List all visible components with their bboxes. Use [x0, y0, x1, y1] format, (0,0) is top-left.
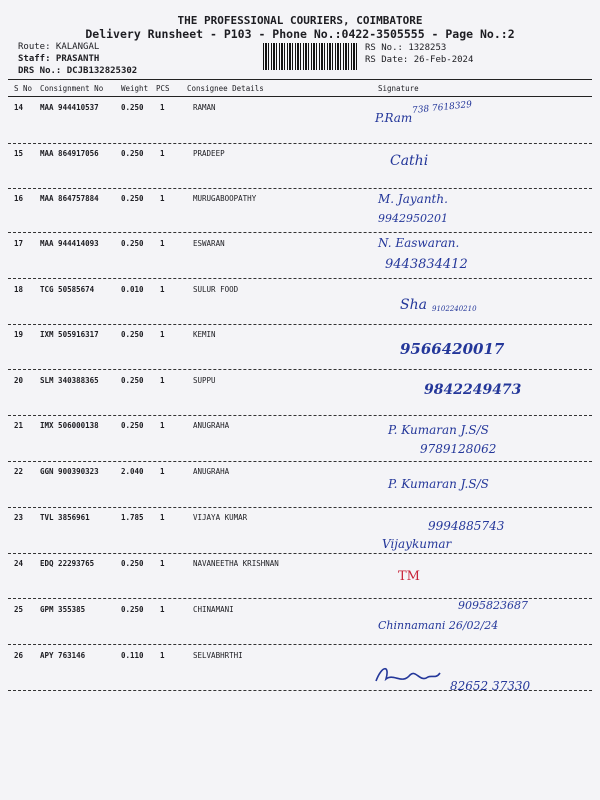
- row-divider: [8, 143, 592, 144]
- signature-phone: 738 7618329: [411, 99, 473, 117]
- consignee: VIJAYA KUMAR: [193, 513, 248, 522]
- sno: 16: [14, 194, 24, 203]
- pcs: 1: [160, 194, 165, 203]
- consignment-no: APY 763146: [40, 651, 86, 660]
- weight: 0.250: [121, 376, 144, 385]
- pcs: 1: [160, 605, 165, 614]
- row-divider: [8, 369, 592, 370]
- consignee: ESWARAN: [193, 239, 225, 248]
- signature: Chinnamani 26/02/24: [378, 619, 499, 632]
- col-signature: Signature: [378, 84, 419, 93]
- sno: 25: [14, 605, 24, 614]
- sno: 21: [14, 421, 24, 430]
- row-divider: [8, 415, 592, 416]
- signature-phone: 9095823687: [458, 599, 528, 612]
- row-divider: [8, 232, 592, 233]
- consignment-no: EDQ 22293765: [40, 559, 95, 568]
- sno: 26: [14, 651, 24, 660]
- pcs: 1: [160, 651, 165, 660]
- pcs: 1: [160, 149, 165, 158]
- signature: 9842249473: [424, 382, 522, 398]
- consignment-no: IXM 505916317: [40, 330, 99, 339]
- row-divider: [8, 461, 592, 462]
- pcs: 1: [160, 559, 165, 568]
- drs-number: DRS No.: DCJB132825302: [18, 66, 138, 76]
- weight: 0.250: [121, 149, 144, 158]
- consignment-no: TVL 3856961: [40, 513, 90, 522]
- weight: 0.250: [121, 330, 144, 339]
- weight: 0.250: [121, 194, 144, 203]
- signature: P. Kumaran J.S/S: [388, 477, 489, 491]
- pcs: 1: [160, 239, 165, 248]
- row-divider: [8, 278, 592, 279]
- signature-phone: 9789128062: [420, 442, 497, 456]
- consignment-no: MAA 864757884: [40, 194, 99, 203]
- signature: P.Ram: [375, 111, 413, 125]
- col-consignee: Consignee Details: [187, 84, 264, 93]
- consignment-no: MAA 944410537: [40, 103, 99, 112]
- row-divider: [8, 644, 592, 645]
- row-divider: [8, 188, 592, 189]
- sno: 18: [14, 285, 24, 294]
- signature-phone: 9942950201: [378, 212, 448, 225]
- consignment-no: GGN 900390323: [40, 467, 99, 476]
- consignee: ANUGRAHA: [193, 421, 230, 430]
- col-consignment: Consignment No: [40, 84, 104, 93]
- weight: 1.785: [121, 513, 144, 522]
- consignment-no: MAA 944414093: [40, 239, 99, 248]
- signature-scribble: [372, 663, 442, 693]
- sno: 17: [14, 239, 24, 248]
- weight: 0.110: [121, 651, 144, 660]
- consignee: KEMIN: [193, 330, 216, 339]
- sno: 23: [14, 513, 24, 522]
- signature: M. Jayanth.: [378, 192, 448, 206]
- pcs: 1: [160, 421, 165, 430]
- route: Route: KALANGAL: [18, 42, 100, 52]
- consignee: SULUR FOOD: [193, 285, 239, 294]
- sno: 22: [14, 467, 24, 476]
- row-divider: [8, 690, 592, 691]
- signature-phone: 9102240210: [432, 305, 477, 313]
- signature: N. Easwaran.: [378, 236, 460, 250]
- company-title: THE PROFESSIONAL COURIERS, COIMBATORE: [177, 14, 423, 27]
- consignment-no: GPM 355385: [40, 605, 86, 614]
- pcs: 1: [160, 285, 165, 294]
- weight: 0.250: [121, 239, 144, 248]
- rs-date: RS Date: 26-Feb-2024: [365, 55, 474, 65]
- consignee: PRADEEP: [193, 149, 225, 158]
- weight: 0.250: [121, 559, 144, 568]
- pcs: 1: [160, 513, 165, 522]
- sno: 20: [14, 376, 24, 385]
- row-divider: [8, 324, 592, 325]
- signature: Cathi: [390, 153, 429, 169]
- sno: 15: [14, 149, 24, 158]
- weight: 0.250: [121, 421, 144, 430]
- signature-phone: 9443834412: [385, 257, 468, 272]
- consignee: MURUGABOOPATHY: [193, 194, 257, 203]
- weight: 0.250: [121, 103, 144, 112]
- staff: Staff: PRASANTH: [18, 54, 100, 64]
- consignee: NAVANEETHA KRISHNAN: [193, 559, 279, 568]
- consignment-no: MAA 864917056: [40, 149, 99, 158]
- table-row: [0, 194, 600, 240]
- signature: Sha: [400, 297, 427, 313]
- consignee: SUPPU: [193, 376, 216, 385]
- consignee: SELVABHRTHI: [193, 651, 243, 660]
- sno: 19: [14, 330, 24, 339]
- pcs: 1: [160, 467, 165, 476]
- row-divider: [8, 507, 592, 508]
- consignee: CHINAMANI: [193, 605, 234, 614]
- consignment-no: TCG 50585674: [40, 285, 95, 294]
- consignee: ANUGRAHA: [193, 467, 230, 476]
- consignment-no: SLM 340388365: [40, 376, 99, 385]
- col-weight: Weight: [121, 84, 149, 93]
- consignee: RAMAN: [193, 103, 216, 112]
- signature: P. Kumaran J.S/S: [388, 423, 489, 437]
- signature: 9566420017: [400, 340, 505, 358]
- consignment-no: IMX 506000138: [40, 421, 99, 430]
- pcs: 1: [160, 376, 165, 385]
- barcode: [263, 43, 358, 70]
- weight: 0.250: [121, 605, 144, 614]
- runsheet-title: Delivery Runsheet - P103 - Phone No.:0422-3505555 - Page No.:2: [85, 27, 515, 41]
- signature-name: Vijaykumar: [382, 537, 452, 551]
- signature-phone: 82652 37330: [450, 679, 531, 693]
- col-sno: S No: [14, 84, 33, 93]
- col-pcs: PCS: [156, 84, 170, 93]
- weight: 2.040: [121, 467, 144, 476]
- header-rule-top: [8, 79, 592, 80]
- pcs: 1: [160, 330, 165, 339]
- pcs: 1: [160, 103, 165, 112]
- rs-number: RS No.: 1328253: [365, 43, 447, 53]
- signature: 9994885743: [428, 519, 505, 533]
- signature: TM: [398, 569, 420, 584]
- sno: 24: [14, 559, 24, 568]
- weight: 0.010: [121, 285, 144, 294]
- sno: 14: [14, 103, 24, 112]
- row-divider: [8, 553, 592, 554]
- header-rule-bottom: [8, 96, 592, 97]
